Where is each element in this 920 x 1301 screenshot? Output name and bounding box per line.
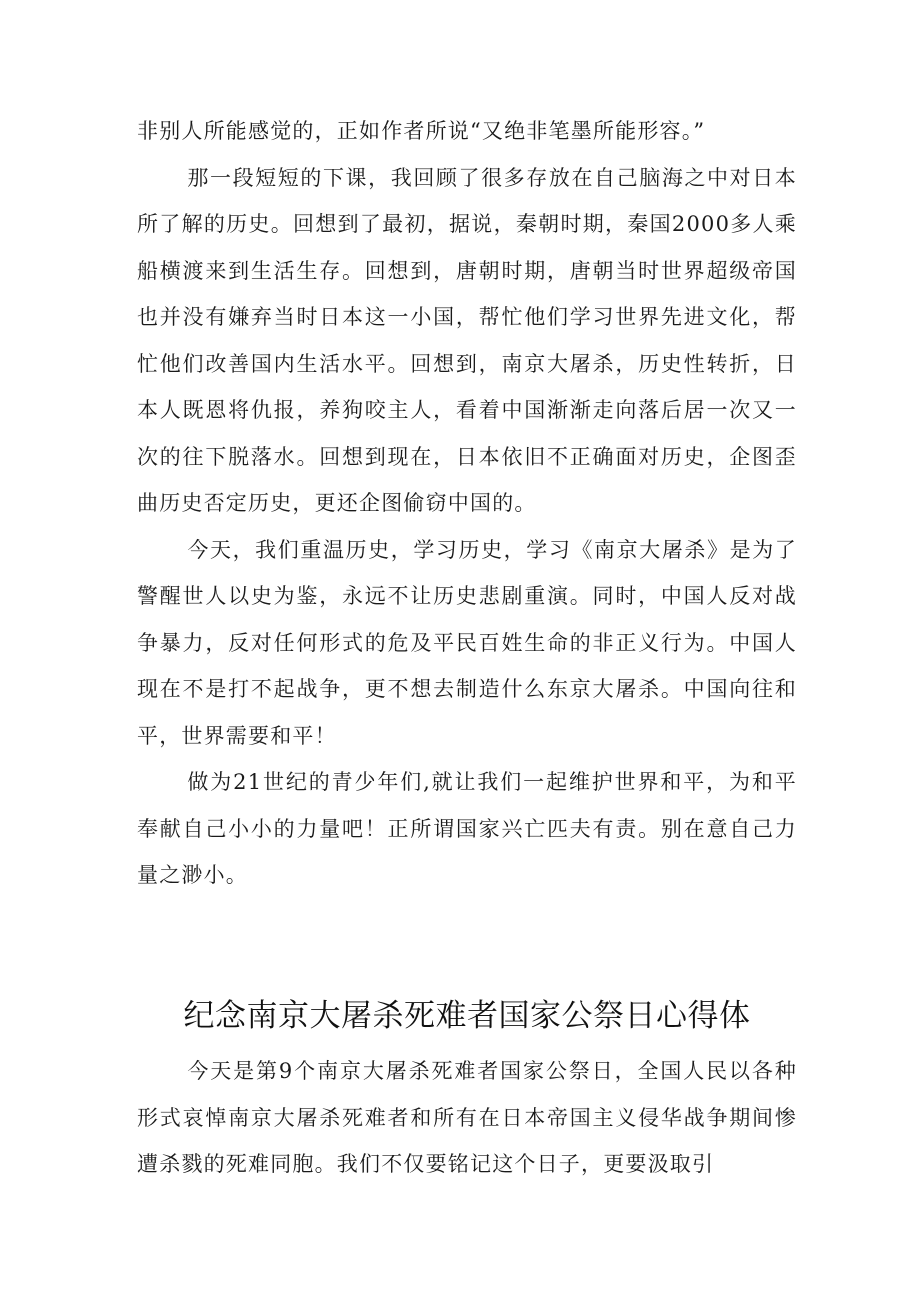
article-body-2 <box>137 1048 797 1188</box>
paragraph-3: 今天，我们重温历史，学习历史，学习《南京大屠杀》是为了警醒世人以史为鉴，永远不让历史悲剧重演。同时，中国人反对战争暴力，反对任何形式的危及平民百姓生命的非正义行为。中国人现在不是打不起战争，更不想去制造什么东京大屠杀。中国向往和平，世界需要和平！ <box>137 537 797 748</box>
paragraph-4: 做为21世纪的青少年们,就让我们一起维护世界和平，为和平奉献自己小小的力量吧！正所谓国家兴亡匹夫有责。别在意自己力量之渺小。 <box>137 770 797 887</box>
article-body <box>137 108 797 899</box>
paragraph-1: 非别人所能感觉的，正如作者所说“又绝非笔墨所能形容。” <box>137 119 706 143</box>
paragraph-5: 今天是第9个南京大屠杀死难者国家公祭日，全国人民以各种形式哀悼南京大屠杀死难者和所有在日本帝国主义侵华战争期间惨遭杀戮的死难同胞。我们不仅要铭记这个日子，更要汲取引 <box>137 1059 797 1176</box>
section-heading: 纪念南京大屠杀死难者国家公祭日心得体 <box>183 998 751 1034</box>
paragraph-2: 那一段短短的下课，我回顾了很多存放在自己脑海之中对日本所了解的历史。回想到了最初，据说，秦朝时期，秦国2000多人乘船横渡来到生活生存。回想到，唐朝时期，唐朝当时世界超级帝国也并没有嫌弃当时日本这一小国，帮忙他们学习世界先进文化，帮忙他们改善国内生活水平。回想到，南京大屠杀，历史性转折，日本人既恩将仇报，养狗咬主人，看着中国渐渐走向落后居一次又一次的往下脱落水。回想到现在，日本依旧不正确面对历史，企图歪曲历史否定历史，更还企图偷窃中国的。 <box>137 165 797 515</box>
